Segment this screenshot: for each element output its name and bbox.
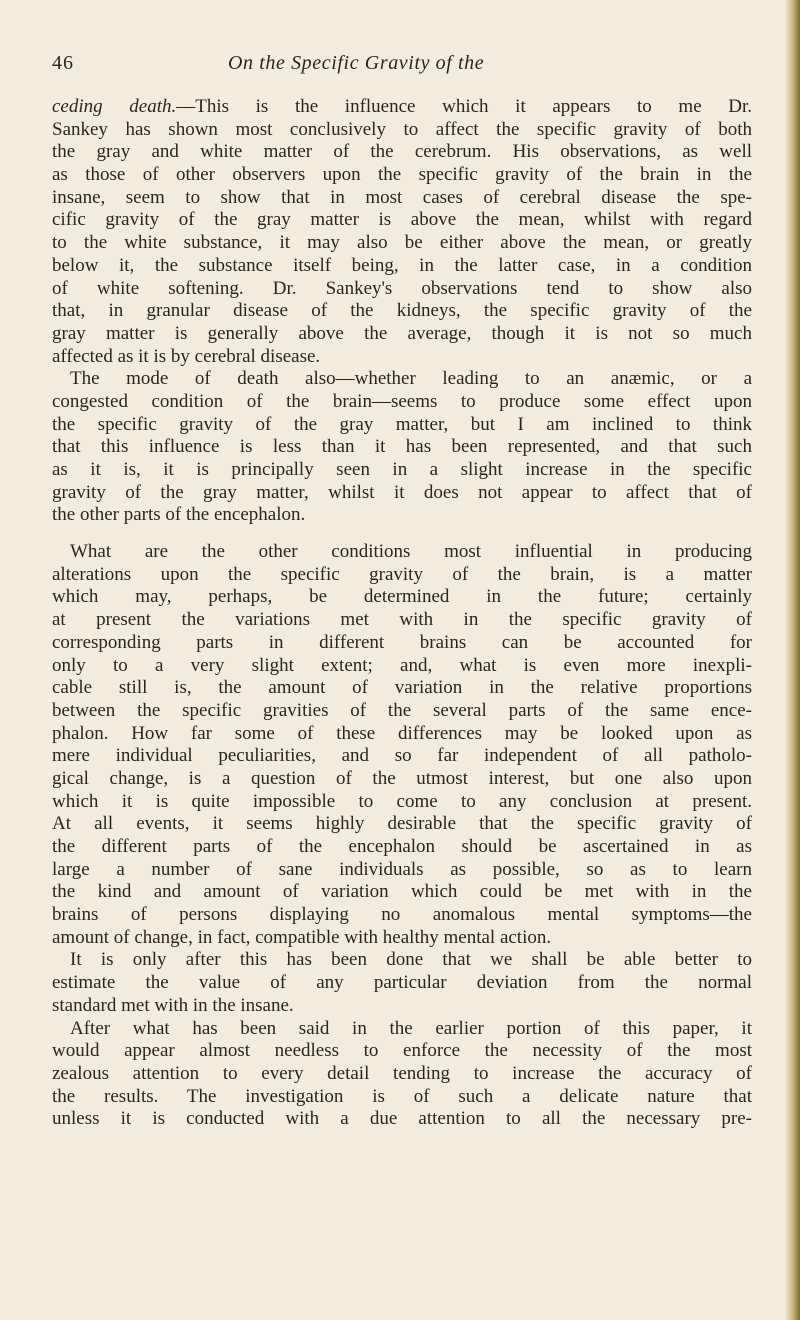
text-line: standard met with in the insane. xyxy=(52,994,294,1016)
text-line: affected as it is by cerebral disease. xyxy=(52,345,321,367)
text-line: After what has been said in the earlier portion of this paper, it xyxy=(70,1017,752,1039)
book-spine-edge xyxy=(786,0,800,1320)
page-header xyxy=(52,52,752,80)
paragraph-gap xyxy=(52,527,752,541)
text-line: the different parts of the encephalon should be ascertained in as xyxy=(52,836,752,857)
text-line: gray matter is generally above the average, though it is not so much xyxy=(52,322,752,344)
text-line: amount of change, in fact, compatible with healthy mental action. xyxy=(52,926,552,948)
text-line: estimate the value of any particular deviation from the normal xyxy=(52,972,752,994)
text-line: gravity of the gray matter, whilst it does not appear to affect that of xyxy=(52,481,752,503)
text-line: as it is, it is principally seen in a slight increase in the specific xyxy=(52,459,752,480)
text-line: The mode of death also—whether leading to an anæmic, or a xyxy=(70,368,752,390)
text-line: large a number of sane individuals as possible, so as to learn xyxy=(52,858,752,880)
text-line: to the white substance, it may also be either above the mean, or greatly xyxy=(52,232,752,254)
text-line: as those of other observers upon the specific gravity of the brain in the xyxy=(52,164,752,186)
text-line: that, in granular disease of the kidneys, the specific gravity of the xyxy=(52,300,752,322)
body-text xyxy=(52,96,752,1131)
text-line xyxy=(52,96,752,119)
text-line: the kind and amount of variation which could be met with in the xyxy=(52,881,752,903)
text-line: It is only after this has been done that we shall be able better to xyxy=(70,949,752,971)
text-line: cable still is, the amount of variation in the relative proportions xyxy=(52,677,752,699)
text-line: brains of persons displaying no anomalous mental symptoms—the xyxy=(52,904,752,926)
text-line: would appear almost needless to enforce the necessity of the most xyxy=(52,1040,752,1062)
text-line: the results. The investigation is of such a delicate nature that xyxy=(52,1085,752,1107)
text-line: the specific gravity of the gray matter, but I am inclined to think xyxy=(52,413,752,435)
text-line: cific gravity of the gray matter is above the mean, whilst with regard xyxy=(52,209,752,231)
text-line: between the specific gravities of the several parts of the same ence- xyxy=(52,699,752,721)
text-line: gical change, is a question of the utmost interest, but one also upon xyxy=(52,767,752,789)
text-line: unless it is conducted with a due attention to all the necessary pre- xyxy=(52,1108,752,1130)
text-line: the gray and white matter of the cerebrum. His observations, as well xyxy=(52,141,752,163)
text-line: phalon. How far some of these differences may be looked upon as xyxy=(52,722,752,744)
text-line: which may, perhaps, be determined in the future; certainly xyxy=(52,586,752,608)
text-line: mere individual peculiarities, and so far independent of all patholo- xyxy=(52,745,752,767)
text-line: that this influence is less than it has been represented, and that such xyxy=(52,436,752,458)
text-line: alterations upon the specific gravity of the brain, is a matter xyxy=(52,563,752,585)
running-title: On the Specific Gravity of the xyxy=(228,52,485,74)
text-line: the other parts of the encephalon. xyxy=(52,504,306,526)
text-line: Sankey has shown most conclusively to affect the specific gravity of both xyxy=(52,118,752,140)
text-line: corresponding parts in different brains can be accounted for xyxy=(52,631,752,653)
text-line: zealous attention to every detail tending to increase the accuracy of xyxy=(52,1062,752,1084)
text-line: at present the variations met with in the specific gravity of xyxy=(52,609,752,631)
italic-phrase: ceding death. xyxy=(52,96,177,117)
text-line: below it, the substance itself being, in the latter case, in a condition xyxy=(52,254,752,276)
page-number: 46 xyxy=(52,52,74,74)
text-line: insane, seem to show that in most cases of cerebral disease the spe- xyxy=(52,186,752,208)
text-line-rest: —This is the influence which it appears to me Dr. xyxy=(176,96,752,117)
text-line: only to a very slight extent; and, what is even more inexpli- xyxy=(52,654,752,676)
text-line: congested condition of the brain—seems to produce some effect upon xyxy=(52,390,752,412)
text-line: which it is quite impossible to come to any conclusion at present. xyxy=(52,790,752,812)
text-line: What are the other conditions most influential in producing xyxy=(70,541,752,563)
text-line: At all events, it seems highly desirable that the specific gravity of xyxy=(52,813,752,835)
text-line: of white softening. Dr. Sankey's observations tend to show also xyxy=(52,277,752,299)
